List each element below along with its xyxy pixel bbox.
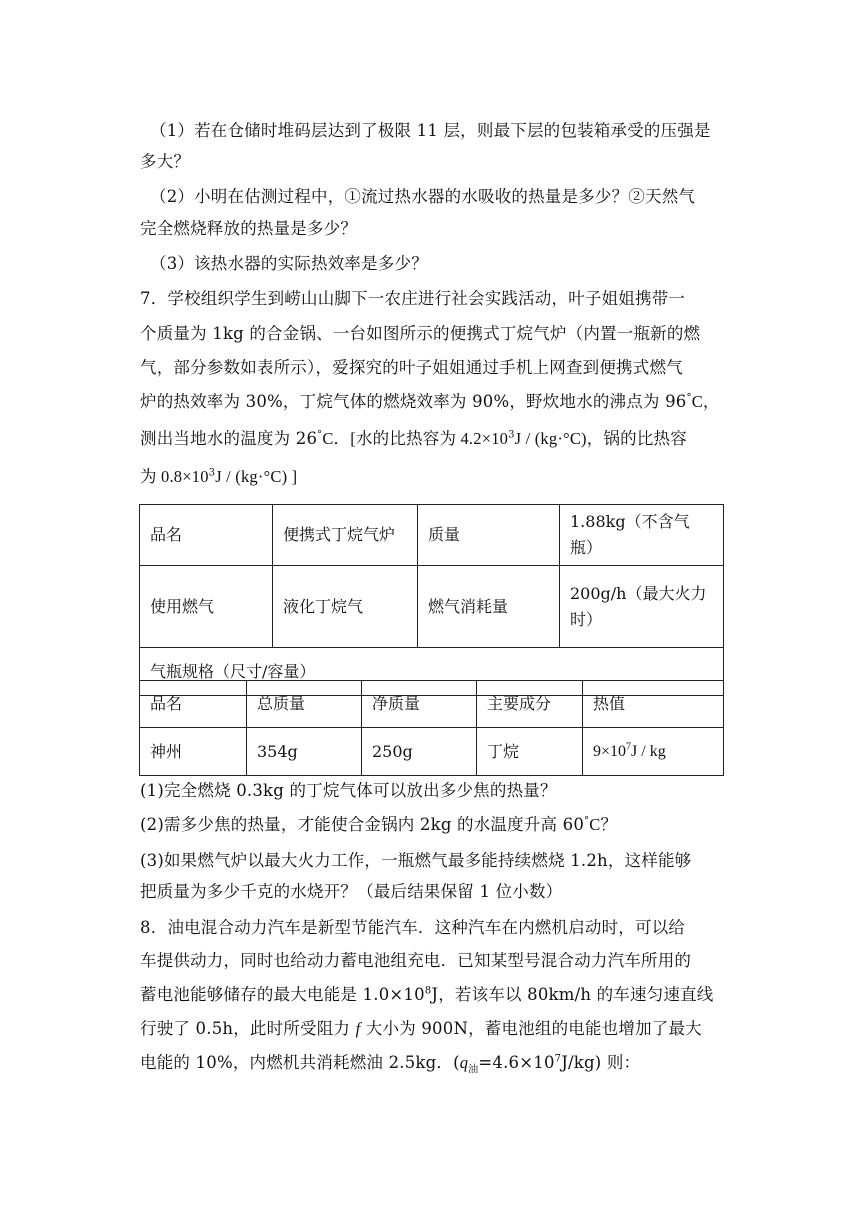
q8-line4 [140, 1018, 730, 1040]
q8-line3-text2: J，若该车以 80km/h 的车速匀速直线 [431, 985, 714, 1004]
heat-value-base: 9×10 [593, 742, 627, 760]
cell-label-fuel: 使用燃气 [140, 566, 273, 648]
degree-mark: ° [584, 815, 590, 827]
q8-line2: 车提供动力，同时也给动力蓄电池组充电．已知某型号混合动力汽车所用的 [140, 951, 692, 970]
cell-product-value: 便携式丁烷气炉 [273, 505, 418, 566]
cell-heat-value [583, 728, 724, 776]
q7-line6-text: 为 0.8×10 [140, 467, 209, 486]
q7-line4 [140, 391, 730, 413]
q7-line6 [140, 466, 730, 488]
q7-line4-text: 炉的热效率为 30%，丁烷气体的燃烧效率为 90%，野炊地水的沸点为 96 [140, 392, 687, 411]
q7-line6-exp: 3 [208, 467, 216, 479]
symbol-q: q [459, 1053, 469, 1072]
q6-sub3: （3）该热水器的实际热效率是多少？ [150, 254, 428, 273]
q6-sub1-line2: 多大？ [140, 152, 191, 171]
q7-line4-unit: C， [691, 392, 720, 411]
cell-label-consumption: 燃气消耗量 [418, 566, 560, 648]
cell-total-mass-value: 354g [247, 728, 362, 776]
q7-line3: 气，部分参数如表所示），爱探究的叶子姐姐通过手机上网查到便携式燃气 [140, 358, 683, 377]
q7-line5-text: 测出当地水的温度为 26 [140, 429, 318, 448]
q7-line6-unit: J / (kg·°C) ] [215, 467, 298, 486]
symbol-f: f [355, 1019, 361, 1038]
q8-line4-text2: 大小为 900N，蓄电池组的电能也增加了最大 [360, 1019, 702, 1038]
q7-line5 [140, 428, 730, 450]
q6-sub2-line1: （2）小明在估测过程中，①流过热水器的水吸收的热量是多少？②天然气 [150, 187, 696, 206]
q8-line5 [140, 1052, 730, 1074]
cell-label-component: 主要成分 [477, 681, 583, 728]
q7-line2: 个质量为 1kg 的合金锅、一台如图所示的便携式丁烷气炉（内置一瓶新的燃 [140, 324, 701, 343]
q8-line4-text: 行驶了 0.5h，此时所受阻力 [140, 1019, 356, 1038]
cell-component-value: 丁烷 [477, 728, 583, 776]
symbol-q-subscript: 油 [468, 1064, 479, 1076]
cell-consumption-value: 200g/h（最大火力时） [560, 566, 724, 648]
stove-spec-table [139, 504, 724, 696]
q7-sub2-unit: C？ [589, 815, 618, 834]
cell-label-heat-value: 热值 [583, 681, 724, 728]
cylinder-spec-table [139, 680, 724, 776]
q7-sub3-line2: 把质量为多少千克的水烧开？（最后结果保留 1 位小数） [140, 882, 563, 901]
q7-line5-unit: J / (kg·°C)，锅的比热容 [514, 429, 687, 448]
degree-mark: ° [686, 392, 692, 404]
cell-cylinder-spec-heading: 气瓶规格（尺寸/容量） [140, 648, 724, 696]
q8-line5-text2: =4.6×10 [478, 1053, 555, 1072]
q8-line3 [140, 984, 730, 1006]
heat-value-unit: J / kg [631, 742, 666, 760]
cell-label-product: 品名 [140, 505, 273, 566]
q7-sub1: (1)完全燃烧 0.3kg 的丁烷气体可以放出多少焦的热量？ [140, 781, 557, 800]
q8-line5-text3: J/kg) 则： [561, 1053, 641, 1072]
q7-sub2-text: (2)需多少焦的热量，才能使合金锅内 2kg 的水温度升高 60 [140, 815, 585, 834]
q7-sub3-line1: (3)如果燃气炉以最大火力工作，一瓶燃气最多能持续燃烧 1.2h，这样能够 [140, 851, 692, 870]
q6-sub2-line2: 完全燃烧释放的热量是多少？ [140, 219, 358, 238]
q8-line1: 8．油电混合动力汽车是新型节能汽车．这种汽车在内燃机启动时，可以给 [140, 918, 686, 937]
q8-line5-text: 电能的 10%，内燃机共消耗燃油 2.5kg．( [140, 1053, 460, 1072]
cell-mass-value: 1.88kg（不含气瓶） [560, 505, 724, 566]
q7-line5-text2: C．[水的比热容为 4.2×10 [322, 429, 509, 448]
q7-sub2 [140, 814, 730, 836]
q6-sub1-line1: （1）若在仓储时堆码层达到了极限 11 层，则最下层的包装箱承受的压强是 [150, 121, 711, 140]
cell-label-total-mass: 总质量 [247, 681, 362, 728]
q7-line1: 7．学校组织学生到崂山山脚下一农庄进行社会实践活动，叶子姐姐携带一 [140, 289, 686, 308]
cell-fuel-value: 液化丁烷气 [273, 566, 418, 648]
cell-net-mass-value: 250g [362, 728, 477, 776]
degree-mark: ° [317, 429, 323, 441]
q8-line3-exp: 8 [424, 985, 432, 997]
cell-label-net-mass: 净质量 [362, 681, 477, 728]
heat-value-exp: 7 [626, 741, 632, 753]
q8-line3-text: 蓄电池能够储存的最大电能是 1.0×10 [140, 985, 425, 1004]
cell-label-mass: 质量 [418, 505, 560, 566]
q8-line5-exp: 7 [554, 1053, 562, 1065]
cell-cyl-product-value: 神州 [140, 728, 247, 776]
q7-line5-exp: 3 [508, 429, 515, 441]
cell-label-cyl-product: 品名 [140, 681, 247, 728]
